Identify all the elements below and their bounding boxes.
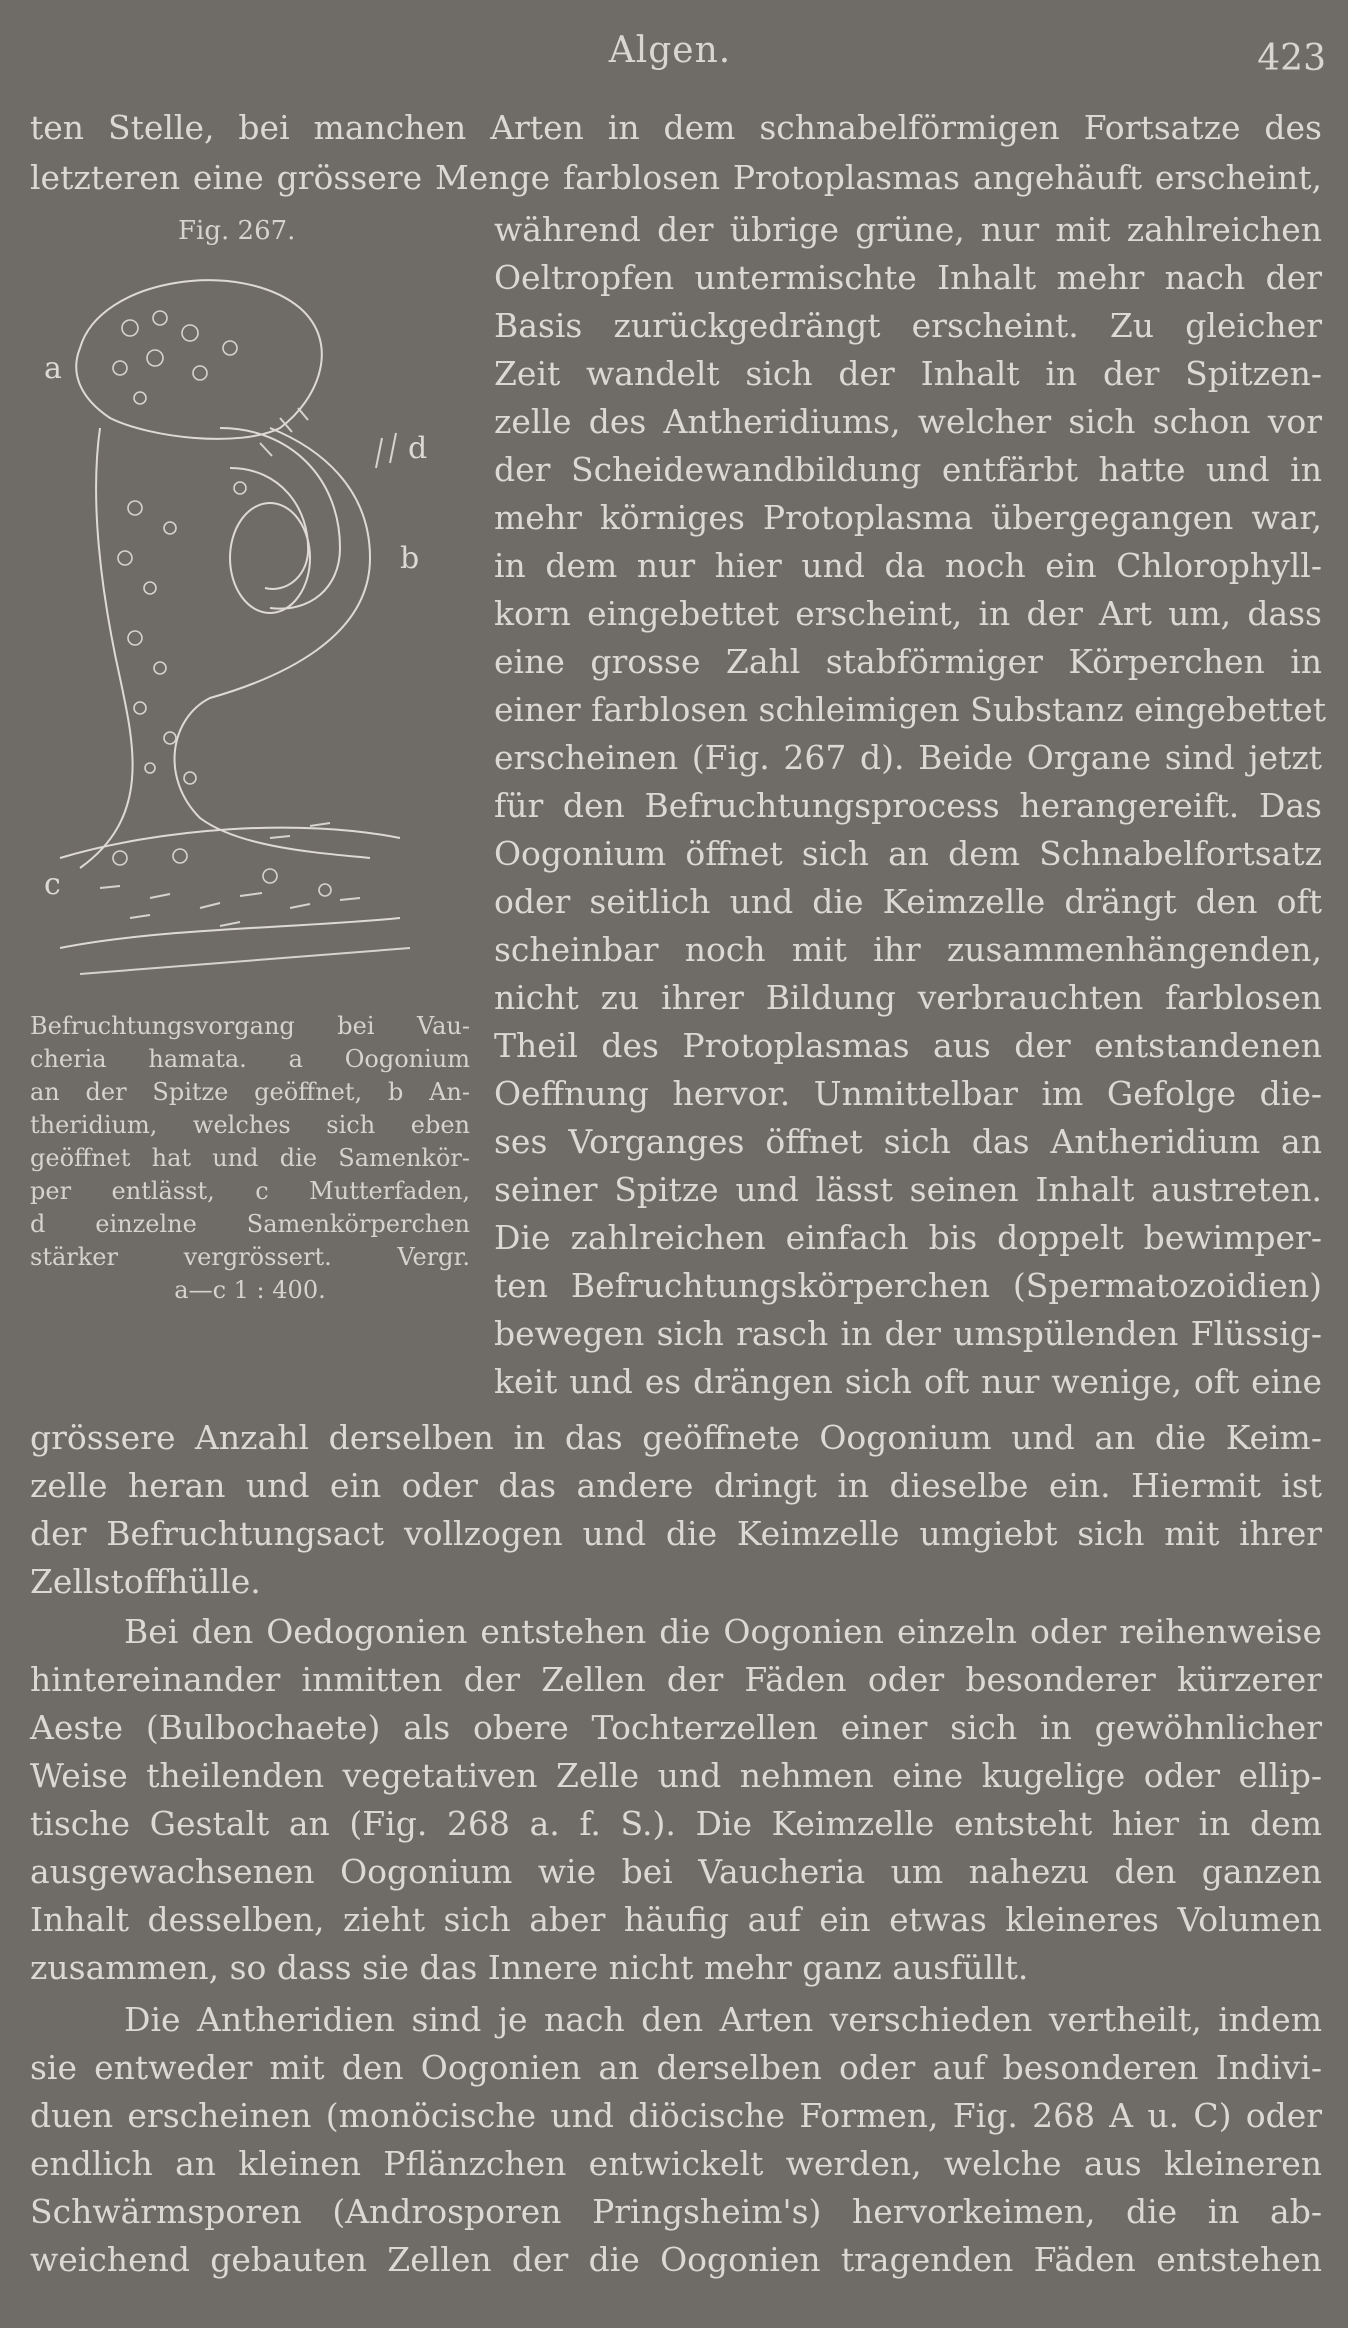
figure-letter-d: d <box>408 431 428 466</box>
text-line: für den Befruchtungsprocess herangereift. Das <box>494 786 1322 825</box>
text-line: zelle heran und ein oder das andere dringt in dieselbe ein. Hiermit ist <box>30 1466 1322 1505</box>
caption-line: cheria hamata. a Oogonium <box>30 1045 470 1073</box>
text-line: ten Stelle, bei manchen Arten in dem schnabelförmigen Fortsatze des <box>30 108 1322 147</box>
text-line: während der übrige grüne, nur mit zahlreichen <box>494 210 1322 249</box>
text-line: Die Antheridien sind je nach den Arten verschieden vertheilt, indem <box>124 2000 1322 2039</box>
text-line: einer farblosen schleimigen Substanz eingebettet <box>494 690 1327 729</box>
text-line: der Scheidewandbildung entfärbt hatte und in <box>494 450 1322 489</box>
text-line: bewegen sich rasch in der umspülenden Flüssig- <box>494 1314 1322 1353</box>
text-line: Aeste (Bulbochaete) als obere Tochterzellen einer sich in gewöhnlicher <box>30 1708 1322 1747</box>
text-line: endlich an kleinen Pflänzchen entwickelt werden, welche aus kleineren <box>30 2144 1322 2183</box>
text-line: ten Befruchtungskörperchen (Spermatozoidien) <box>494 1266 1322 1305</box>
text-line: ausgewachsenen Oogonium wie bei Vaucheria um nahezu den ganzen <box>30 1852 1322 1891</box>
caption-line: theridium, welches sich eben <box>30 1111 470 1139</box>
caption-line: d einzelne Samenkörperchen <box>30 1210 470 1238</box>
text-line: Basis zurückgedrängt erscheint. Zu gleicher <box>494 306 1322 345</box>
text-line: Oeffnung hervor. Unmittelbar im Gefolge die- <box>494 1074 1322 1113</box>
caption-line: a—c 1 : 400. <box>174 1276 326 1304</box>
text-line: erscheinen (Fig. 267 d). Beide Organe sind jetzt <box>494 738 1322 777</box>
text-line: Inhalt desselben, zieht sich aber häufig auf ein etwas kleineres Volumen <box>30 1900 1322 1939</box>
text-line: scheinbar noch mit ihr zusammenhängenden, <box>494 930 1322 969</box>
text-line: Oeltropfen untermischte Inhalt mehr nach der <box>494 258 1322 297</box>
page-number: 423 <box>1257 38 1326 79</box>
text-line: duen erscheinen (monöcische und diöcische Formen, Fig. 268 A u. C) oder <box>30 2096 1322 2135</box>
text-line: in dem nur hier und da noch ein Chlorophyll- <box>494 546 1322 585</box>
running-header: Algen. <box>608 30 732 71</box>
figure-label: Fig. 267. <box>178 216 296 246</box>
text-line: letzteren eine grössere Menge farblosen Protoplasmas angehäuft erscheint, <box>30 158 1322 197</box>
text-line: Weise theilenden vegetativen Zelle und nehmen eine kugelige oder ellip- <box>30 1756 1322 1795</box>
text-line: ses Vorganges öffnet sich das Antheridium an <box>494 1122 1322 1161</box>
text-line: korn eingebettet erscheint, in der Art um, dass <box>494 594 1322 633</box>
figure-caption <box>30 1010 470 1307</box>
text-line: eine grosse Zahl stabförmiger Körperchen in <box>494 642 1322 681</box>
caption-line: geöffnet hat und die Samenkör- <box>30 1144 470 1172</box>
figure-letter-c: c <box>44 867 61 902</box>
text-line: weichend gebauten Zellen der die Oogonien tragenden Fäden entstehen <box>30 2240 1322 2279</box>
text-line: Zeit wandelt sich der Inhalt in der Spitzen- <box>494 354 1322 393</box>
caption-line: an der Spitze geöffnet, b An- <box>30 1078 470 1106</box>
text-line: Die zahlreichen einfach bis doppelt bewimper- <box>494 1218 1322 1257</box>
text-line: hintereinander inmitten der Zellen der Fäden oder besonderer kürzerer <box>30 1660 1322 1699</box>
text-line: Theil des Protoplasmas aus der entstandenen <box>494 1026 1322 1065</box>
text-line: seiner Spitze und lässt seinen Inhalt austreten. <box>494 1170 1322 1209</box>
text-line: mehr körniges Protoplasma übergegangen war, <box>494 498 1322 537</box>
caption-line: Befruchtungsvorgang bei Vau- <box>30 1012 470 1040</box>
figure-letter-a: a <box>44 351 62 386</box>
figure-letter-b: b <box>400 541 420 576</box>
text-line: der Befruchtungsact vollzogen und die Keimzelle umgiebt sich mit ihrer <box>30 1514 1322 1553</box>
caption-line: stärker vergrössert. Vergr. <box>30 1243 470 1271</box>
text-line: Bei den Oedogonien entstehen die Oogonien einzeln oder reihenweise <box>124 1612 1322 1651</box>
text-line: zelle des Antheridiums, welcher sich schon vor <box>494 402 1322 441</box>
text-line: Zellstoffhülle. <box>30 1562 261 1601</box>
text-line: Schwärmsporen (Androsporen Pringsheim's) hervorkeimen, die in ab- <box>30 2192 1322 2231</box>
text-line: grössere Anzahl derselben in das geöffnete Oogonium und an die Keim- <box>30 1418 1322 1457</box>
text-line: zusammen, so dass sie das Innere nicht mehr ganz ausfüllt. <box>30 1948 1029 1987</box>
text-line: sie entweder mit den Oogonien an derselben oder auf besonderen Indivi- <box>30 2048 1322 2087</box>
vaucheria-figure <box>40 258 440 978</box>
text-line: tische Gestalt an (Fig. 268 a. f. S.). Die Keimzelle entsteht hier in dem <box>30 1804 1322 1843</box>
text-line: oder seitlich und die Keimzelle drängt den oft <box>494 882 1322 921</box>
caption-line: per entlässt, c Mutterfaden, <box>30 1177 470 1205</box>
text-line: keit und es drängen sich oft nur wenige, oft eine <box>494 1362 1322 1401</box>
text-line: Oogonium öffnet sich an dem Schnabelfortsatz <box>494 834 1322 873</box>
text-line: nicht zu ihrer Bildung verbrauchten farblosen <box>494 978 1322 1017</box>
